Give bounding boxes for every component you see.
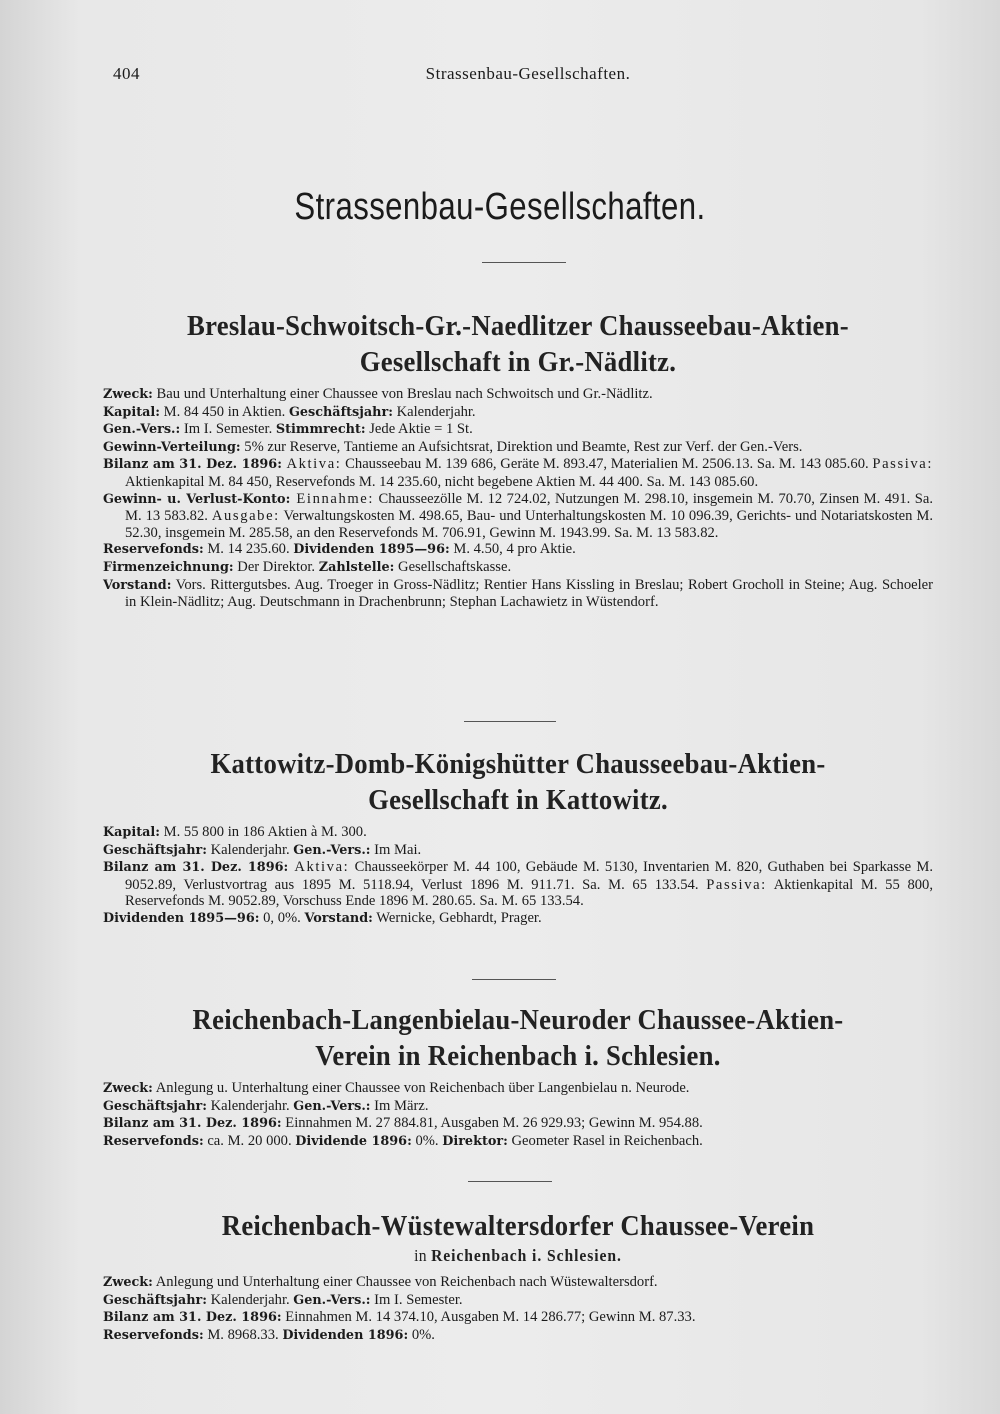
divider	[468, 1181, 552, 1182]
field-label: Kapital:	[103, 825, 161, 840]
field-text: Jede Aktie = 1 St.	[365, 421, 473, 438]
spaced-label: Passiva:	[872, 456, 934, 473]
field-text: Chausseebau M. 139 686, Geräte M. 893.47, Materialien M. 2506.13. Sa. M. 143 085.60.	[341, 456, 873, 473]
field-text: Anlegung und Unterhaltung einer Chaussee von Reichenbach nach Wüstewaltersdorf.	[152, 1274, 658, 1290]
field-text: Der Direktor.	[233, 558, 319, 575]
entry-paragraph	[103, 842, 933, 860]
field-text: Im I. Semester.	[370, 1291, 463, 1308]
field-text: ca. M. 20 000.	[203, 1132, 296, 1149]
entry-paragraph	[103, 1133, 933, 1151]
company-entry-reichenbach-wuestewaltersdorf	[103, 1208, 933, 1344]
spaced-label: Ausgabe:	[211, 508, 280, 525]
field-label: Direktor:	[442, 1133, 508, 1149]
entry-title-line1: Reichenbach-Langenbielau-Neuroder Chaussee-Aktien-	[192, 1004, 844, 1036]
field-text: Kalenderjahr.	[206, 1291, 294, 1308]
entry-title-line2: Gesellschaft in Kattowitz.	[368, 784, 668, 816]
entry-paragraph	[103, 404, 933, 422]
spaced-label: Aktiva:	[288, 859, 350, 876]
field-text: Bau und Unterhaltung einer Chaussee von Breslau nach Schwoitsch und Gr.-Nädlitz.	[152, 386, 653, 402]
entry-paragraph	[103, 1292, 933, 1310]
entry-paragraph	[103, 859, 933, 910]
field-text: 0, 0%.	[259, 909, 305, 926]
field-label: Reservefonds:	[103, 542, 204, 558]
entry-paragraph	[103, 577, 933, 611]
field-text: Vors. Rittergutsbes. Aug. Troeger in Gross-Nädlitz; Rentier Hans Kissling in Breslau; Robert Grocholl in Steine; Aug. Schoeler in Klein-Nädlitz; Aug. Deutschmann in Drachenbrunn; Stephan Lachawietz in Wüstendorf.	[125, 576, 933, 611]
field-label: Kapital:	[103, 404, 161, 420]
field-text: Chausseezölle M. 12 724.02, Nutzungen M. 298.10, insgemein M. 70.70, Zinsen M. 491. Sa. M. 13 583.82.	[125, 490, 934, 525]
field-text: M. 8968.33.	[203, 1326, 283, 1343]
field-label: Bilanz am 31. Dez. 1896:	[103, 860, 289, 876]
entry-subtitle	[136, 1244, 900, 1268]
entry-paragraph	[103, 1115, 933, 1133]
entry-paragraph	[103, 386, 933, 404]
field-text: Aktienkapital M. 84 450, Reservefonds M. 14 235.60, nicht begebene Aktien M. 44 400. Sa. M. 143 085.60.	[125, 473, 759, 490]
field-label: Dividenden 1896:	[282, 1327, 409, 1343]
field-label: Geschäftsjahr:	[288, 404, 393, 420]
field-label: Stimmrecht:	[275, 422, 366, 438]
entry-paragraph	[103, 421, 933, 439]
field-label: Zweck:	[103, 1275, 153, 1290]
divider	[464, 721, 556, 722]
field-text: Im I. Semester.	[180, 421, 276, 438]
field-text: M. 55 800 in 186 Aktien à M. 300.	[160, 824, 367, 840]
field-label: Vorstand:	[103, 577, 172, 593]
field-text: M. 84 450 in Aktien.	[160, 403, 289, 420]
field-text: Im März.	[370, 1097, 429, 1114]
running-title: Strassenbau-Gesellschaften.	[425, 64, 631, 83]
subtitle-prefix: in	[414, 1246, 432, 1265]
entry-paragraph	[103, 1309, 933, 1327]
spaced-label: Aktiva:	[281, 456, 342, 473]
entry-title-line2: Gesellschaft in Gr.-Nädlitz.	[359, 346, 677, 378]
field-label: Gewinn-Verteilung:	[103, 439, 241, 455]
field-text: Kalenderjahr.	[392, 403, 476, 420]
entry-title-line1: Kattowitz-Domb-Königshütter Chausseebau-Aktien-	[210, 748, 826, 780]
running-header	[113, 64, 943, 90]
entry-paragraph	[103, 910, 933, 928]
field-text: Einnahmen M. 14 374.10, Ausgaben M. 14 286.77; Gewinn M. 87.33.	[281, 1309, 696, 1326]
field-label: Gen.-Vers.:	[103, 422, 181, 438]
field-label: Bilanz am 31. Dez. 1896:	[103, 457, 282, 473]
field-label: Reservefonds:	[103, 1133, 204, 1149]
field-label: Geschäftsjahr:	[103, 842, 207, 858]
field-label: Gen.-Vers.:	[293, 842, 371, 858]
section-title: Strassenbau-Gesellschaften.	[294, 186, 706, 228]
divider	[482, 262, 566, 263]
entry-title-line1: Breslau-Schwoitsch-Gr.-Naedlitzer Chausseebau-Aktien-	[187, 310, 849, 342]
entry-paragraph	[103, 559, 933, 577]
entry-paragraph	[103, 491, 933, 542]
field-text: Kalenderjahr.	[206, 841, 294, 858]
field-label: Geschäftsjahr:	[103, 1292, 207, 1308]
field-text: Anlegung u. Unterhaltung einer Chaussee von Reichenbach über Langenbielau n. Neurode.	[152, 1080, 690, 1096]
field-text: Einnahmen M. 27 884.81, Ausgaben M. 26 929.93; Gewinn M. 954.88.	[281, 1115, 703, 1132]
field-label: Gen.-Vers.:	[293, 1098, 371, 1114]
field-text: Chausseekörper M. 44 100, Gebäude M. 5130, Inventarien M. 820, Guthaben bei Sparkasse M. 9052.89, Verlustvortrag aus 1895 M. 5118.94, Verlust 1896 M. 911.71. Sa. M. 65 133.54.	[125, 859, 933, 893]
field-label: Gen.-Vers.:	[293, 1292, 371, 1308]
field-label: Gewinn- u. Verlust-Konto:	[103, 491, 291, 507]
entry-paragraph	[103, 1080, 933, 1098]
entry-paragraph	[103, 824, 933, 842]
entry-paragraph	[103, 1274, 933, 1292]
entry-title-line1: Reichenbach-Wüstewaltersdorfer Chaussee-Verein	[221, 1210, 815, 1242]
field-text: Kalenderjahr.	[206, 1097, 294, 1114]
field-text: Geometer Rasel in Reichenbach.	[507, 1132, 703, 1149]
field-label: Zweck:	[103, 387, 153, 402]
divider	[472, 979, 556, 980]
company-entry-reichenbach-neurode	[103, 1002, 933, 1150]
field-text: M. 4.50, 4 pro Aktie.	[449, 541, 576, 558]
subtitle-place: Reichenbach i. Schlesien.	[431, 1246, 622, 1265]
field-label: Zahlstelle:	[318, 559, 395, 575]
field-label: Dividenden 1895—96:	[103, 910, 260, 926]
field-label: Dividende 1896:	[295, 1133, 412, 1149]
field-label: Zweck:	[103, 1081, 153, 1096]
company-entry-kattowitz	[103, 746, 933, 928]
field-label: Bilanz am 31. Dez. 1896:	[103, 1310, 282, 1326]
field-text: M. 14 235.60.	[203, 541, 294, 558]
field-text: Wernicke, Gebhardt, Prager.	[372, 909, 542, 926]
field-text: 5% zur Reserve, Tantieme an Aufsichtsrat, Direktion und Beamte, Rest zur Verf. der Gen.-Vers.	[240, 438, 803, 455]
field-text: Aktienkapital M. 55 800, Reservefonds M. 9052.89, Vorschuss Ende 1896 M. 280.65. Sa. M. 65 133.54.	[125, 876, 933, 910]
spaced-label: Passiva:	[706, 876, 767, 893]
field-text: Verwaltungskosten M. 498.65, Bau- und Unterhaltungskosten M. 10 096.39, Gerichts- und Notariatskosten M. 52.30, insgemein M. 285.58, an den Reservefonds M. 706.91, Gewinn M. 1943.99. Sa. M. 13 583.82.	[125, 508, 933, 541]
entry-paragraph	[103, 541, 933, 559]
field-label: Firmenzeichnung:	[103, 559, 234, 575]
entry-title-line2: Verein in Reichenbach i. Schlesien.	[315, 1040, 721, 1072]
page-number: 404	[113, 64, 140, 83]
field-label: Vorstand:	[304, 910, 373, 926]
field-text: Gesellschaftskasse.	[394, 558, 512, 575]
field-label: Dividenden 1895—96:	[293, 542, 450, 558]
field-label: Reservefonds:	[103, 1327, 204, 1343]
entry-paragraph	[103, 1098, 933, 1116]
field-text: Im Mai.	[370, 841, 422, 858]
field-text: 0%.	[408, 1326, 435, 1343]
entry-paragraph	[103, 439, 933, 457]
field-label: Geschäftsjahr:	[103, 1098, 207, 1114]
field-text: 0%.	[411, 1132, 443, 1149]
field-label: Bilanz am 31. Dez. 1896:	[103, 1116, 282, 1132]
company-entry-breslau	[103, 308, 933, 611]
entry-paragraph	[103, 456, 933, 490]
spaced-label: Einnahme:	[290, 490, 375, 507]
entry-paragraph	[103, 1327, 933, 1345]
